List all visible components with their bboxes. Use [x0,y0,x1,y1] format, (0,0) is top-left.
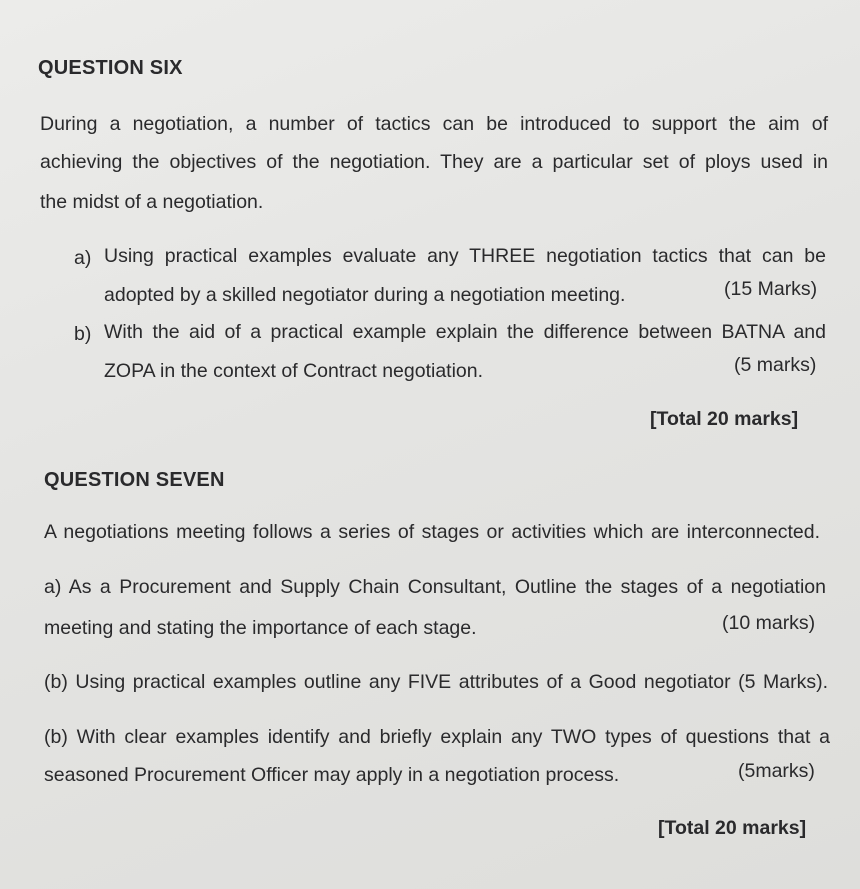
question-seven-heading: QUESTION SEVEN [44,469,225,491]
question-six-intro-line-1: During a negotiation, a number of tactics can be introduced to support the aim of [40,113,828,135]
question-six-part-b-line-1: With the aid of a practical example explain the difference between BATNA and [104,321,826,343]
question-seven-part-a-marks: (10 marks) [722,612,816,634]
question-seven-part-b-second-marks: (5marks) [738,760,815,782]
question-six-part-a-marks: (15 Marks) [724,278,818,300]
question-seven-part-b-second-line-1: (b) With clear examples identify and briefly explain any TWO types of questions that a [44,726,830,748]
question-six-part-b-marks: (5 marks) [734,354,817,376]
question-seven-part-b-first: (b) Using practical examples outline any FIVE attributes of a Good negotiator (5 Marks). [44,671,828,693]
question-seven-part-a-line-2: meeting and stating the importance of each stage. [44,617,477,639]
question-six-part-b-label: b) [74,323,92,345]
question-six-part-b-line-2: ZOPA in the context of Contract negotiation. [104,360,484,382]
question-six-part-a-line-2: adopted by a skilled negotiator during a negotiation meeting. [104,284,626,306]
question-seven-total: [Total 20 marks] [658,817,807,839]
question-seven-part-b-second-line-2: seasoned Procurement Officer may apply in a negotiation process. [44,764,620,786]
question-seven-part-a-line-1: a) As a Procurement and Supply Chain Consultant, Outline the stages of a negotiation [44,576,826,598]
question-six-part-a-label: a) [74,247,92,269]
question-six-intro-line-2: achieving the objectives of the negotiation. They are a particular set of ploys used in [40,151,828,173]
question-six-part-a-line-1: Using practical examples evaluate any THREE negotiation tactics that can be [104,245,826,267]
question-seven-intro: A negotiations meeting follows a series of stages or activities which are interconnected. [44,521,820,543]
question-six-heading: QUESTION SIX [38,57,183,79]
question-six-intro-line-3: the midst of a negotiation. [40,191,264,213]
question-six-total: [Total 20 marks] [650,408,799,430]
